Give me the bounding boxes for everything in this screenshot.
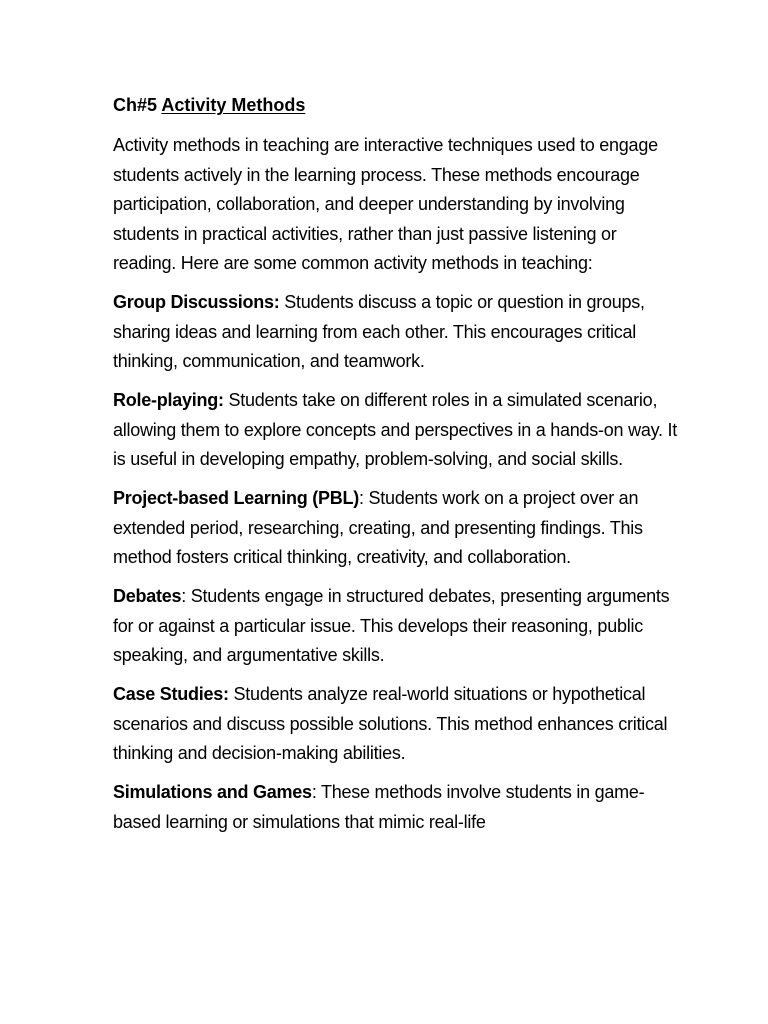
method-paragraph-role-playing [113,386,683,475]
method-term: Group Discussions: [113,292,280,312]
method-paragraph-simulations-and-games [113,778,683,837]
document-page [113,93,683,847]
method-description: : These methods involve students in game-based learning or simulations that mimic real-life [113,782,645,832]
method-paragraph-group-discussions [113,288,683,377]
method-description: : Students engage in structured debates, presenting arguments for or against a particular issue. This develops their reasoning, public speaking, and argumentative skills. [113,586,670,665]
method-term: Simulations and Games [113,782,312,802]
method-term: Role-playing: [113,390,224,410]
chapter-title: Activity Methods [161,95,306,115]
chapter-heading [113,93,683,117]
method-description: Students analyze real-world situations or hypothetical scenarios and discuss possible solutions. This method enhances critical thinking and decision-making abilities. [113,684,668,763]
method-term: Debates [113,586,182,606]
intro-paragraph: Activity methods in teaching are interactive techniques used to engage students actively in the learning process. These methods encourage participation, collaboration, and deeper understanding by involving students in practical activities, rather than just passive listening or reading. Here are some common activity methods in teaching: [113,135,658,273]
method-description: Students take on different roles in a simulated scenario, allowing them to explore concepts and perspectives in a hands-on way. It is useful in developing empathy, problem-solving, and social skills. [113,390,677,469]
method-term: Project-based Learning (PBL) [113,488,360,508]
method-term: Case Studies: [113,684,229,704]
method-paragraph-project-based-learning [113,484,683,573]
chapter-number: Ch#5 [113,95,158,115]
method-paragraph-case-studies [113,680,683,769]
method-paragraph-debates [113,582,683,671]
method-description: : Students work on a project over an extended period, researching, creating, and presenting findings. This method fosters critical thinking, creativity, and collaboration. [113,488,643,567]
method-description: Students discuss a topic or question in groups, sharing ideas and learning from each other. This encourages critical thinking, communication, and teamwork. [113,292,645,371]
